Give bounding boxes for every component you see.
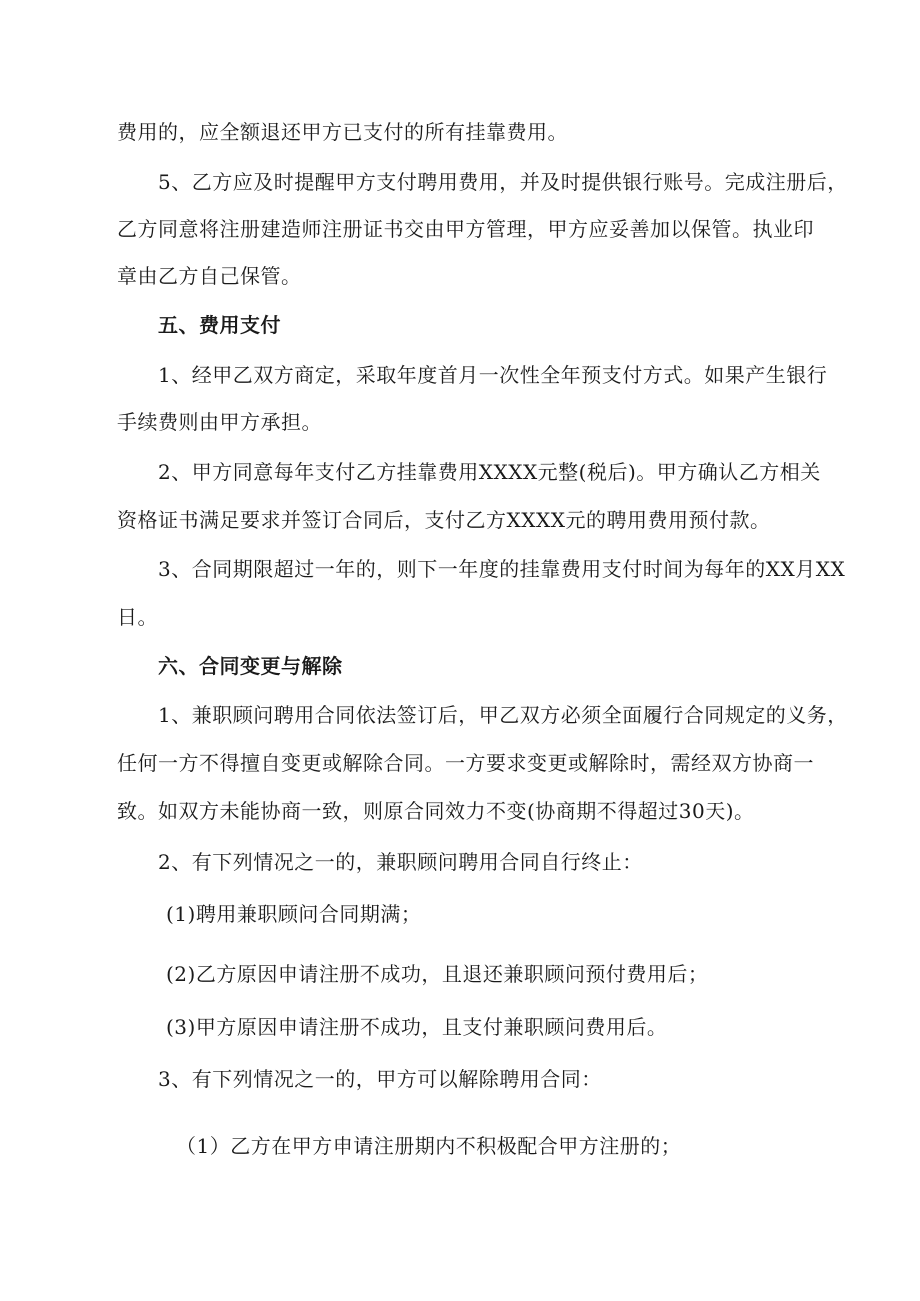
text-line: 致。如双方未能协商一致，则原合同效力不变(协商期不得超过30天)。 <box>117 799 755 823</box>
section-heading-5: 五、费用支付 <box>158 313 281 337</box>
text-line: 乙方同意将注册建造师注册证书交由甲方管理，甲方应妥善加以保管。执业印 <box>117 217 814 241</box>
text-line: 1、经甲乙双方商定，采取年度首月一次性全年预支付方式。如果产生银行 <box>158 363 828 387</box>
text-line: 任何一方不得擅自变更或解除合同。一方要求变更或解除时，需经双方协商一 <box>117 751 814 775</box>
text-line: 3、有下列情况之一的，甲方可以解除聘用合同： <box>158 1067 602 1091</box>
list-item: (1)聘用兼职顾问合同期满； <box>166 902 422 926</box>
list-item: (3)甲方原因申请注册不成功，且支付兼职顾问费用后。 <box>166 1015 668 1039</box>
section-heading-6: 六、合同变更与解除 <box>158 654 343 678</box>
text-line: 资格证书满足要求并签订合同后，支付乙方XXXX元的聘用费用预付款。 <box>117 508 771 532</box>
text-line: 2、甲方同意每年支付乙方挂靠费用XXXX元整(税后)。甲方确认乙方相关 <box>158 460 821 484</box>
text-line: 1、兼职顾问聘用合同依法签订后，甲乙双方必须全面履行合同规定的义务， <box>158 703 848 727</box>
list-item: (2)乙方原因申请注册不成功，且退还兼职顾问预付费用后； <box>166 962 709 986</box>
text-line: 2、有下列情况之一的，兼职顾问聘用合同自行终止： <box>158 850 643 874</box>
text-line: 手续费则由甲方承担。 <box>117 410 322 434</box>
text-line: 3、合同期限超过一年的，则下一年度的挂靠费用支付时间为每年的XX月XX <box>158 557 846 581</box>
text-line: 5、乙方应及时提醒甲方支付聘用费用，并及时提供银行账号。完成注册后， <box>158 170 848 194</box>
text-line: 费用的，应全额退还甲方已支付的所有挂靠费用。 <box>117 120 568 144</box>
text-line: 日。 <box>117 605 158 629</box>
list-item: （1）乙方在甲方申请注册期内不积极配合甲方注册的； <box>176 1134 682 1158</box>
text-line: 章由乙方自己保管。 <box>117 264 302 288</box>
